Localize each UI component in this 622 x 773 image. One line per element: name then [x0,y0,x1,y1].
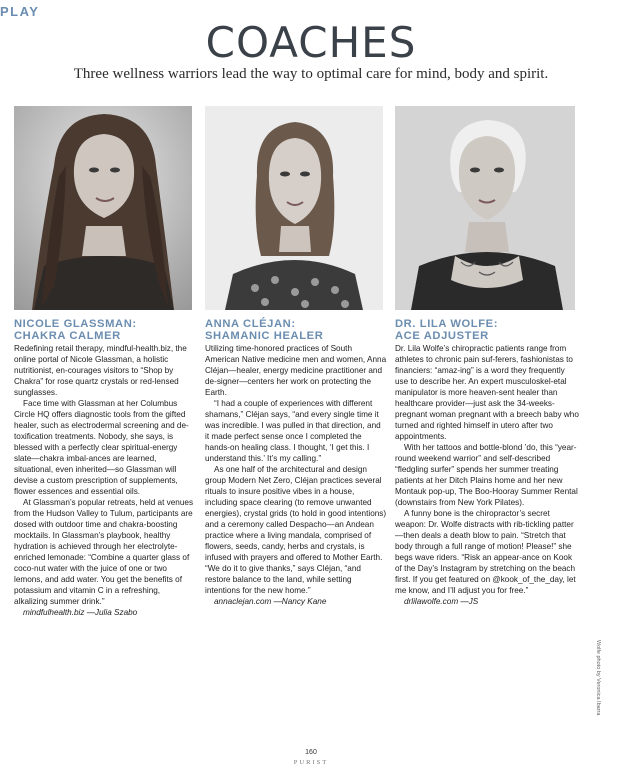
portrait-image [205,106,383,310]
coach-photo-anna-clejan [205,106,383,310]
coach-column-2 [205,318,387,607]
body-paragraph: At Glassman’s popular retreats, held at venues from the Hudson Valley to Tulum, participants are dosed with outdoor time and chakra-boosting mocktails. In Glassman’s playbook, healthy hydration is achieved through her electrolyte-enriched lemonade: “Combine a quarter glass of coco-nut water with the juice of one or two lemons, and add water. You get the benefits of potassium and vitamin C in a refreshing, alkalizing summer drink.” [14,498,194,606]
portrait-image [395,106,575,310]
coach-column-1 [14,318,194,618]
coach-title: ACE ADJUSTER [395,330,489,342]
credit-paragraph [205,596,387,607]
coach-photo-nicole-glassman [14,106,192,310]
body-paragraph: “I had a couple of experiences with different shamans,” Cléjan says, “and every single time it was incredible. I was pulled in that direction, and it made perfect sense once I completed the hands-on healing class. I thought, ‘I get this. I understand this.’ It’s my calling.” [205,399,381,463]
body-paragraph: With her tattoos and bottle-blond ’do, this “year-round weekend warrior” and self-described “fledgling surfer” spends her summer treating patients at her Ditch Plains home and her new Montauk pop-up, The Boo-Hooray Summer Rental (downstairs from New York Pilates). [395,443,578,507]
coach-body [395,343,579,607]
coach-name: ANNA CLÉJAN: [205,318,296,330]
page-number: 160 [305,749,317,756]
photo-credit: Wolfe photo by Veronica Ibarra [595,640,601,716]
article-deck: Three wellness warriors lead the way to optimal care for mind, body and spirit. [73,66,549,82]
coach-credit: drlilawolfe.com —JS [404,597,479,606]
body-paragraph: As one half of the architectural and design group Modern Net Zero, Cléjan practices several rituals to insure positive vibes in a house, including space clearing (to remove unwanted energies), crystal grids (to hold in good intentions) and a ceremony called Despacho—an Andean practice where a living mandala, comprised of flowers, seeds, candy, herbs and crystals, is infused with prayers and offered to Mother Earth. “We do it to give thanks,” says Cléjan, “and restore balance to the land, while setting intentions for the new home.” [205,465,387,595]
page-title: COACHES [205,18,417,67]
coach-name: NICOLE GLASSMAN: [14,318,137,330]
magazine-name: PURIST [293,759,329,766]
coach-body [205,343,387,607]
credit-paragraph [14,607,194,618]
credit-paragraph [395,596,579,607]
coach-credit: mindfulhealth.biz —Julia Szabo [23,608,138,617]
coach-name: DR. LILA WOLFE: [395,318,499,330]
coach-photo-lila-wolfe [395,106,575,310]
body-paragraph: Redefining retail therapy, mindful-health.biz, the online portal of Nicole Glassman, a holistic nutritionist, en-courages visitors to “Shop by Chakra” for rose quartz crystals or red-lensed sunglasses. [14,344,187,397]
coach-title: CHAKRA CALMER [14,330,121,342]
body-paragraph: A funny bone is the chiropractor’s secret weapon: Dr. Wolfe distracts with rib-tickling patter—then deals a death blow to pain. “Stretch that body through a full range of motion! Please!” she begs wave riders. “Risk an appear-ance on Kook of the Day’s Instagram by stretching on the beach first. If you get featured on @kook_of_the_day, let me know, and I’ll adjust you for free.” [395,509,576,595]
coach-body [14,343,194,618]
body-paragraph: Dr. Lila Wolfe’s chiropractic patients range from athletes to chronic pain suf-ferers, fashionistas to financiers: “amaz-ing” is a word they frequently use to describe her. An expert musculoskel-etal manipulator is more heaven-sent healer than healthcare provider—just ask the 34-weeks-pregnant woman pregnant with a breech baby who turned and righted himself in utero after two appointments. [395,344,579,441]
coach-credit: annaclejan.com —Nancy Kane [214,597,327,606]
coach-title: SHAMANIC HEALER [205,330,324,342]
section-tag: PLAY [0,4,40,19]
body-paragraph: Utilizing time-honored practices of South American Native medicine men and women, Anna Cléjan—healer, energy medicine practitioner and de-signer—centers her work on protecting the Earth. [205,344,387,397]
portrait-image [14,106,192,310]
coach-column-3 [395,318,579,607]
body-paragraph: Face time with Glassman at her Columbus Circle HQ offers diagnostic tools from the gifted healer, such as electrodermal screening and de-toxification treatments. Nobody, she says, is blessed with a perfectly clear spiritual-energy slate—chakra imbal-ances are learned, situational, even inherited—so Glassman will devise a custom prescription of supplements, flower essences and essential oils. [14,399,189,496]
